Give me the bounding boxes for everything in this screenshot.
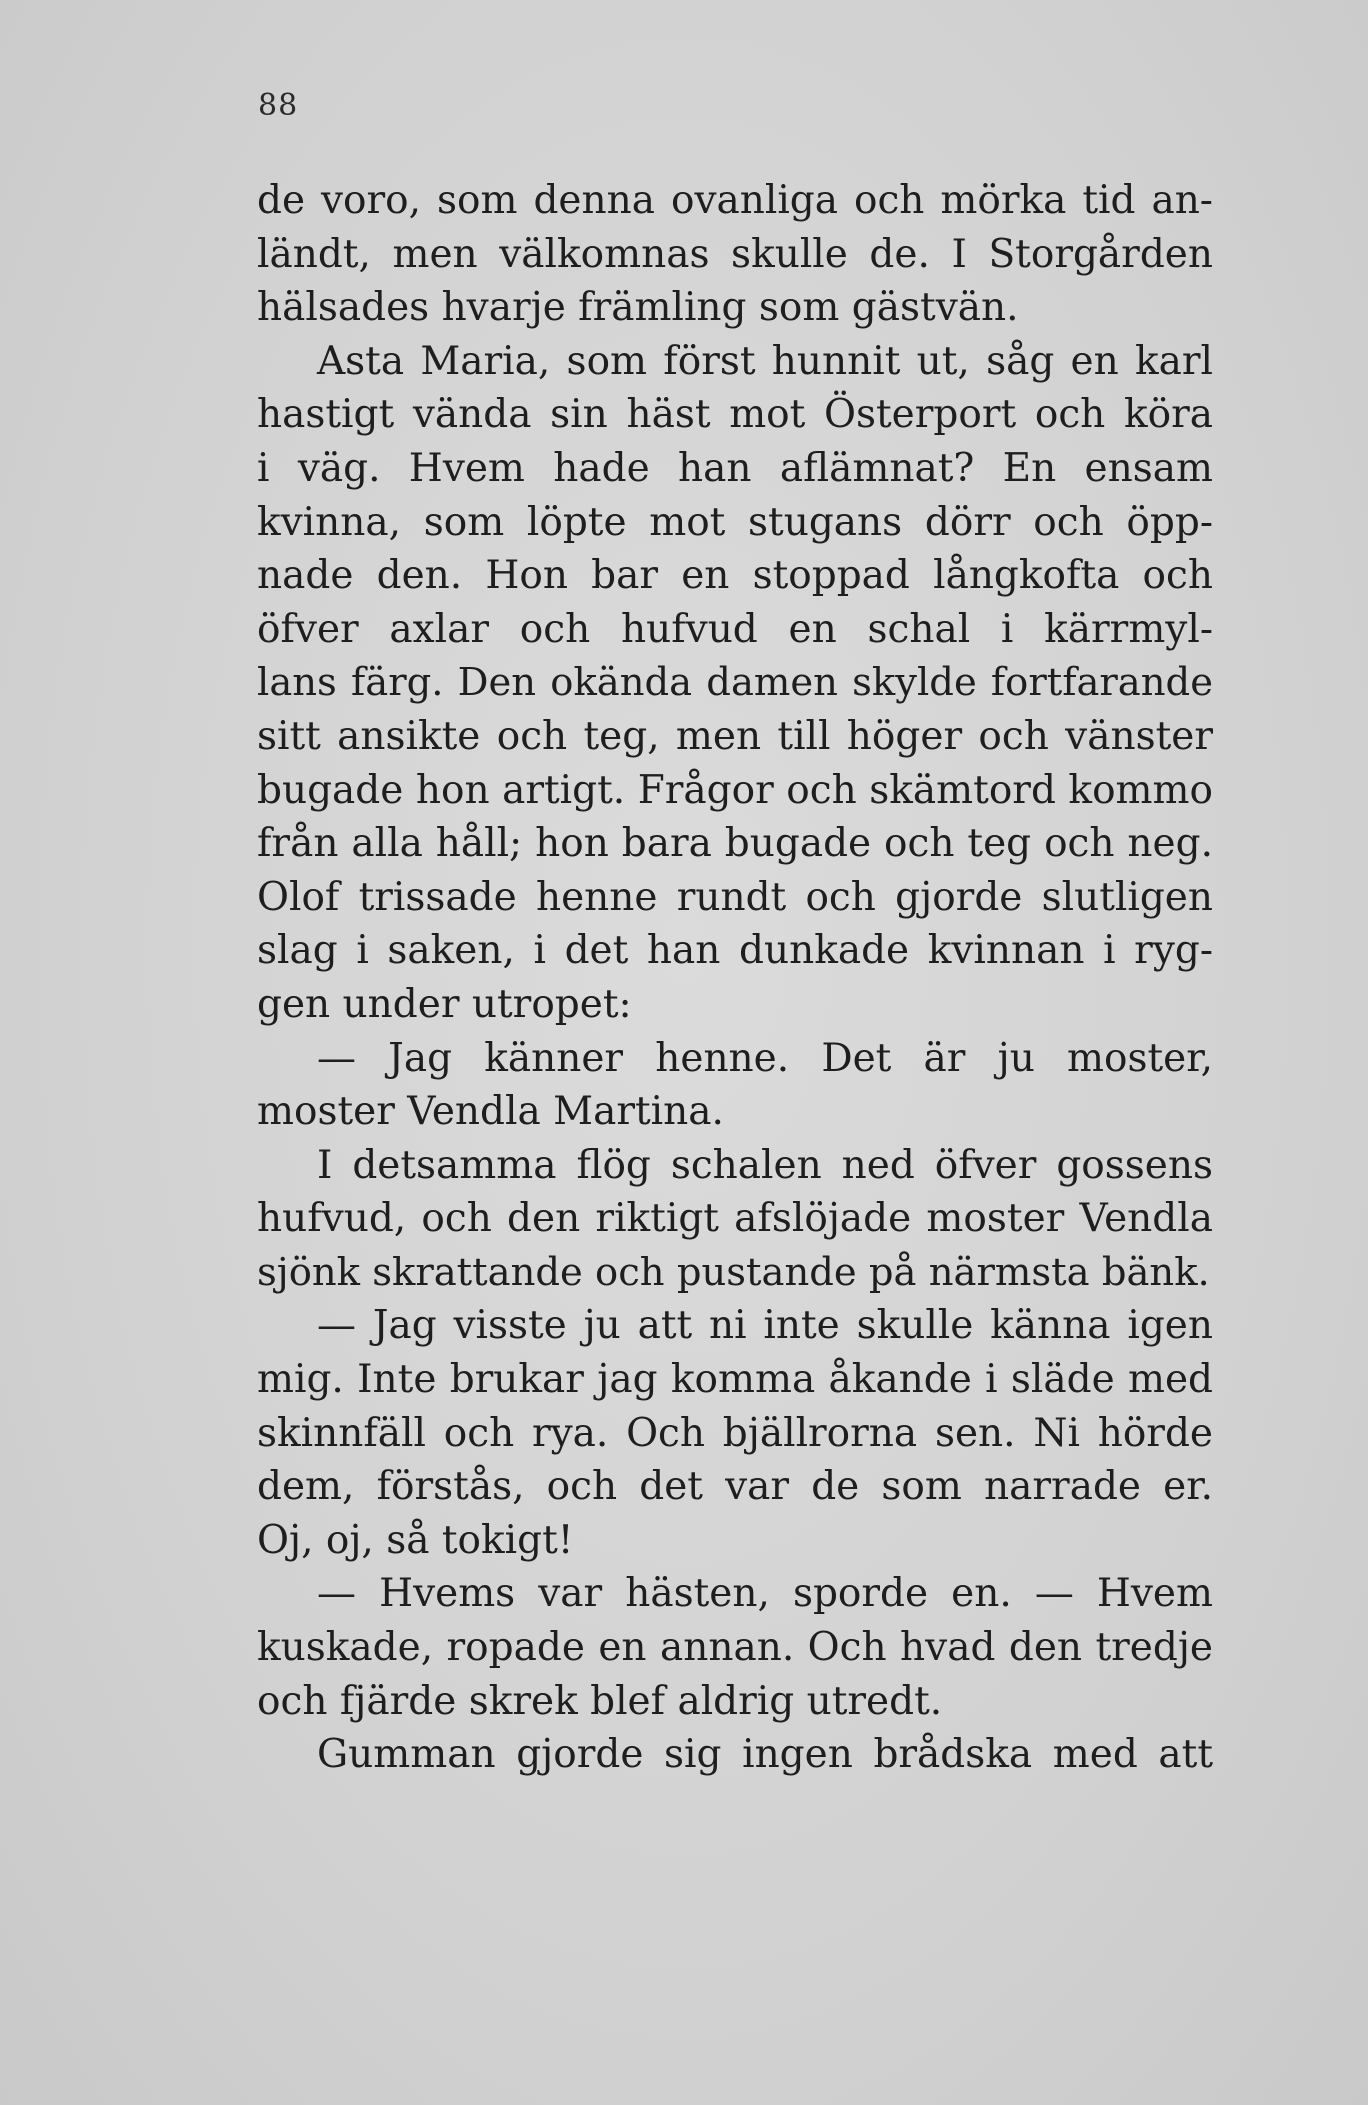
text-line: I detsamma flög schalen ned öfver gossens bbox=[317, 1142, 1213, 1188]
text-line: moster Vendla Martina. bbox=[257, 1089, 724, 1135]
text-line: ländt, men välkomnas skulle de. I Storgården bbox=[257, 231, 1213, 277]
text-line: de voro, som denna ovanliga och mörka tid an- bbox=[257, 178, 1213, 223]
text-line: sjönk skrattande och pustande på närmsta bänk. bbox=[257, 1249, 1210, 1295]
text-line: mig. Inte brukar jag komma åkande i släde med bbox=[257, 1357, 1213, 1403]
text-line: dem, förstås, och det var de som narrade er. bbox=[257, 1464, 1213, 1510]
text-line: i väg. Hvem hade han aflämnat? En ensam bbox=[257, 445, 1213, 491]
text-line: hastigt vända sin häst mot Österport och köra bbox=[257, 392, 1213, 438]
body-text bbox=[257, 174, 1213, 1782]
text-line: gen under utropet: bbox=[257, 981, 632, 1027]
text-line: från alla håll; hon bara bugade och teg och neg. bbox=[257, 821, 1213, 867]
text-line: lans färg. Den okända damen skylde fortfarande bbox=[257, 660, 1213, 706]
text-line: — Jag visste ju att ni inte skulle känna igen bbox=[317, 1303, 1213, 1349]
text-line: Gumman gjorde sig ingen brådska med att bbox=[317, 1732, 1213, 1778]
text-line: hälsades hvarje främling som gästvän. bbox=[257, 285, 1019, 331]
text-line: Olof trissade henne rundt och gjorde slutligen bbox=[257, 874, 1213, 920]
text-line: öfver axlar och hufvud en schal i kärrmyl- bbox=[257, 606, 1213, 652]
text-line: skinnfäll och rya. Och bjällrorna sen. Ni hörde bbox=[257, 1410, 1213, 1456]
text-line: kvinna, som löpte mot stugans dörr och öpp- bbox=[257, 499, 1213, 545]
text-line: bugade hon artigt. Frågor och skämtord kommo bbox=[257, 767, 1213, 813]
text-line: och fjärde skrek blef aldrig utredt. bbox=[257, 1678, 943, 1724]
text-line: nade den. Hon bar en stoppad långkofta och bbox=[257, 553, 1213, 599]
page-number: 88 bbox=[258, 88, 299, 123]
text-line: Oj, oj, så tokigt! bbox=[257, 1517, 574, 1563]
text-line: hufvud, och den riktigt afslöjade moster Vendla bbox=[257, 1196, 1213, 1242]
text-line: — Jag känner henne. Det är ju moster, bbox=[317, 1035, 1213, 1081]
text-line: kuskade, ropade en annan. Och hvad den tredje bbox=[257, 1625, 1213, 1671]
text-line: slag i saken, i det han dunkade kvinnan i ryg- bbox=[257, 928, 1213, 974]
text-line: sitt ansikte och teg, men till höger och vänster bbox=[257, 713, 1213, 759]
text-line: Asta Maria, som först hunnit ut, såg en karl bbox=[317, 338, 1213, 384]
text-line: — Hvems var hästen, sporde en. — Hvem bbox=[317, 1571, 1213, 1617]
